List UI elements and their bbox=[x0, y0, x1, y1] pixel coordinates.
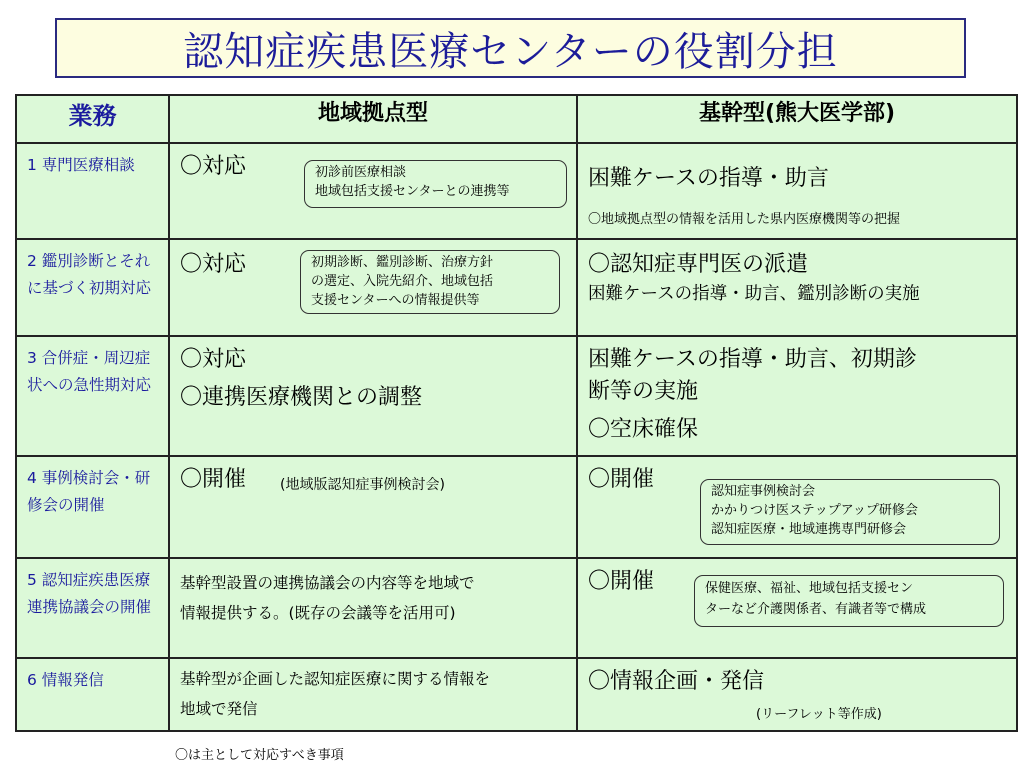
table-row bbox=[16, 558, 1017, 658]
local-note-box bbox=[304, 160, 567, 208]
local-note-line: 初期診断、鑑別診断、治療方針 bbox=[311, 255, 494, 270]
core-main: 〇認知症専門医の派遣 bbox=[588, 252, 809, 277]
core-main: 〇空床確保 bbox=[588, 417, 699, 442]
core-cell bbox=[577, 558, 1017, 658]
local-note-line: 支援センターへの情報提供等 bbox=[311, 293, 480, 308]
core-note-line: 認知症事例検討会 bbox=[711, 484, 816, 499]
core-main: 困難ケースの指導・助言 bbox=[588, 166, 829, 191]
core-cell bbox=[577, 658, 1017, 731]
core-note-line: かかりつけ医ステップアップ研修会 bbox=[711, 503, 918, 518]
local-text: 情報提供する。(既存の会議等を活用可) bbox=[180, 604, 456, 622]
table-row bbox=[16, 239, 1017, 336]
title-box bbox=[55, 18, 966, 78]
page-title: 認知症疾患医療センターの役割分担 bbox=[183, 28, 838, 75]
header-task: 業務 bbox=[16, 95, 169, 143]
local-note-line: 初診前医療相談 bbox=[315, 165, 407, 180]
core-cell bbox=[577, 239, 1017, 336]
local-cell bbox=[169, 456, 577, 558]
task-cell: 1 専門医療相談 bbox=[16, 143, 169, 239]
local-cell bbox=[169, 336, 577, 456]
table-row bbox=[16, 143, 1017, 239]
local-cell bbox=[169, 558, 577, 658]
local-cell bbox=[169, 143, 577, 239]
role-table bbox=[15, 94, 1018, 732]
core-cell bbox=[577, 336, 1017, 456]
core-main: 断等の実施 bbox=[588, 379, 699, 404]
local-note-box bbox=[300, 250, 560, 314]
local-main: 〇対応 bbox=[180, 347, 247, 372]
local-main: 〇対応 bbox=[180, 252, 247, 277]
header-core: 基幹型(熊大医学部) bbox=[577, 95, 1017, 143]
local-note-line: 地域包括支援センターとの連携等 bbox=[315, 184, 510, 199]
local-note: (地域版認知症事例検討会) bbox=[280, 477, 445, 493]
core-note-box bbox=[694, 575, 1004, 627]
core-sub: 困難ケースの指導・助言、鑑別診断の実施 bbox=[588, 284, 920, 304]
local-main: 〇対応 bbox=[180, 154, 247, 179]
local-main: 〇開催 bbox=[180, 467, 247, 492]
task-cell: 2 鑑別診断とそれに基づく初期対応 bbox=[16, 239, 169, 336]
core-main: 〇開催 bbox=[588, 569, 655, 594]
table-header-row bbox=[16, 95, 1017, 143]
local-text: 基幹型が企画した認知症医療に関する情報を bbox=[180, 670, 491, 688]
local-cell bbox=[169, 239, 577, 336]
core-note-line: 認知症医療・地域連携専門研修会 bbox=[711, 522, 907, 537]
local-text: 地域で発信 bbox=[180, 700, 258, 718]
table-row bbox=[16, 336, 1017, 456]
core-main: 〇情報企画・発信 bbox=[588, 669, 765, 694]
core-note-box bbox=[700, 479, 1000, 545]
task-cell: 4 事例検討会・研修会の開催 bbox=[16, 456, 169, 558]
table-row bbox=[16, 658, 1017, 731]
task-cell: 6 情報発信 bbox=[16, 658, 169, 731]
table-row bbox=[16, 456, 1017, 558]
core-note: (リーフレット等作成) bbox=[756, 707, 882, 722]
core-cell bbox=[577, 143, 1017, 239]
local-main: 〇連携医療機関との調整 bbox=[180, 385, 423, 410]
core-main: 〇開催 bbox=[588, 467, 655, 492]
local-text: 基幹型設置の連携協議会の内容等を地域で bbox=[180, 574, 475, 592]
footer-note: 〇は主として対応すべき事項 bbox=[175, 748, 344, 763]
core-note-line: ターなど介護関係者、有識者等で構成 bbox=[705, 602, 927, 617]
header-local: 地域拠点型 bbox=[169, 95, 577, 143]
core-sub: 〇地域拠点型の情報を活用した県内医療機関等の把握 bbox=[588, 212, 901, 227]
core-cell bbox=[577, 456, 1017, 558]
task-cell: 5 認知症疾患医療連携協議会の開催 bbox=[16, 558, 169, 658]
local-note-line: の選定、入院先紹介、地域包括 bbox=[311, 274, 494, 289]
task-cell: 3 合併症・周辺症状への急性期対応 bbox=[16, 336, 169, 456]
core-note-line: 保健医療、福祉、地域包括支援セン bbox=[705, 581, 914, 596]
local-cell bbox=[169, 658, 577, 731]
core-main: 困難ケースの指導・助言、初期診 bbox=[588, 347, 917, 372]
